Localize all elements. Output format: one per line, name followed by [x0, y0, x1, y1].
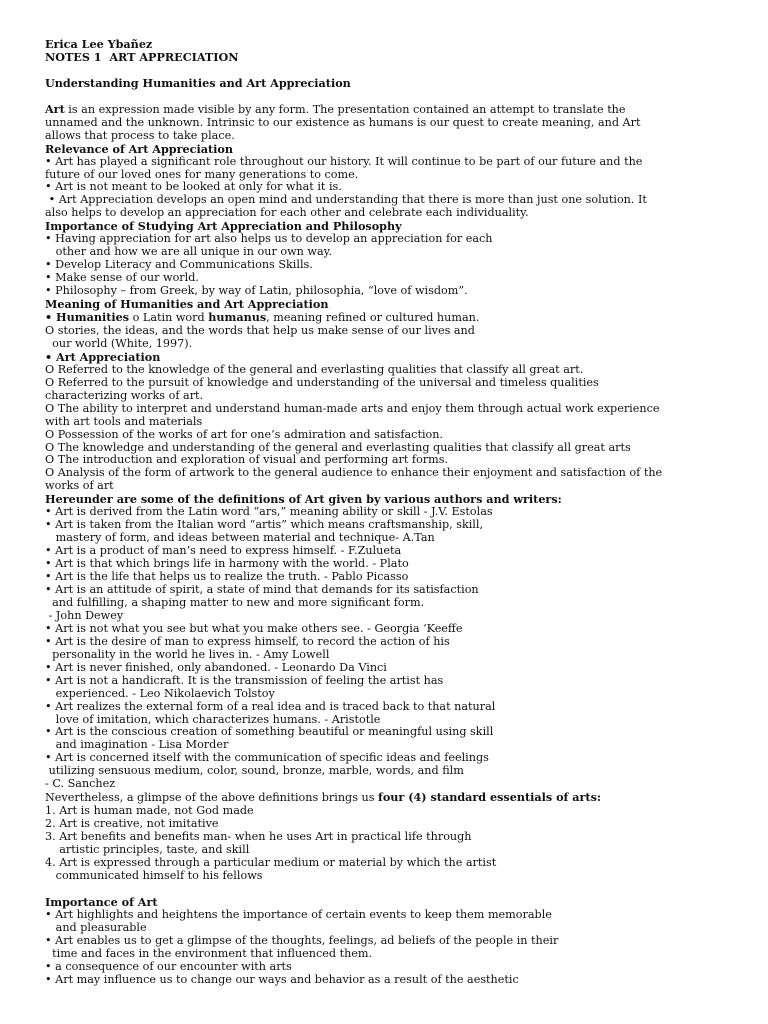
text-line: • Art is that which brings life in harmony with the world. - Plato	[45, 557, 409, 571]
text-line: our world (White, 1997).	[45, 336, 193, 350]
text-line: O Referred to the pursuit of knowledge and understanding of the universal and timeless qualities	[45, 375, 599, 389]
bold-text: four (4) standard essentials of arts:	[378, 790, 601, 805]
text-line: - John Dewey	[45, 608, 124, 622]
text-line: • Art is never finished, only abandoned. - Leonardo Da Vinci	[45, 660, 387, 674]
text-line: utilizing sensuous medium, color, sound, bronze, marble, words, and film	[45, 764, 464, 778]
heading-line: Importance of Art	[45, 894, 158, 909]
inline-text: o Latin word	[129, 310, 209, 324]
text-line: • a consequence of our encounter with arts	[45, 959, 292, 973]
text-line: • Make sense of our world.	[45, 271, 199, 285]
text-line: O stories, the ideas, and the words that help us make sense of our lives and	[45, 323, 475, 337]
inline-text: is an expression made visible by any form. The presentation contained an attempt to translate the	[64, 102, 626, 116]
text-line: • Art is not meant to be looked at only for what it is.	[45, 180, 342, 194]
text-line: O Referred to the knowledge of the general and everlasting qualities that classify all great art.	[45, 362, 584, 376]
text-line: O Analysis of the form of artwork to the general audience to enhance their enjoyment and satisfaction of the	[45, 466, 663, 480]
text-line: • Art realizes the external form of a real idea and is traced back to that natural	[45, 699, 496, 713]
text-line: • Art is the life that helps us to realize the truth. - Pablo Picasso	[45, 570, 409, 584]
text-line: unnamed and the unknown. Intrinsic to our existence as humans is our quest to create meaning, and Art	[45, 115, 641, 129]
text-line: and imagination - Lisa Morder	[45, 738, 229, 752]
text-line: • Art is taken from the Italian word “artis” which means craftsmanship, skill,	[45, 518, 484, 532]
text-line: • Art highlights and heightens the importance of certain events to keep them memorable	[45, 907, 552, 921]
text-line: • Art has played a significant role throughout our history. It will continue to be part of our future and the	[45, 154, 643, 168]
text-line: other and how we are all unique in our own way.	[45, 245, 333, 259]
text-line: • Art is not what you see but what you make others see. - Georgia ‘Keeffe	[45, 621, 463, 635]
text-line: • Having appreciation for art also helps us to develop an appreciation for each	[45, 232, 493, 246]
text-line: • Art may influence us to change our ways and behavior as a result of the aesthetic	[45, 972, 519, 986]
heading-line: Relevance of Art Appreciation	[45, 141, 233, 156]
bold-text: • Humanities	[45, 309, 130, 324]
text-line: O The knowledge and understanding of the general and everlasting qualities that classify all great arts	[45, 440, 631, 454]
heading-line: Erica Lee Ybañez	[45, 37, 153, 51]
blank-line	[45, 90, 716, 103]
text-line: 1. Art is human made, not God made	[45, 804, 254, 818]
text-line: communicated himself to his fellows	[45, 868, 263, 882]
text-line: time and faces in the environment that influenced them.	[45, 946, 373, 960]
text-line: • Art is not a handicraft. It is the transmission of feeling the artist has	[45, 673, 444, 687]
text-line: • Art is the desire of man to express himself, to record the action of his	[45, 634, 450, 648]
document-body	[45, 38, 716, 987]
text-line: • Art enables us to get a glimpse of the thoughts, feelings, ad beliefs of the people in their	[45, 933, 559, 947]
text-line: mastery of form, and ideas between material and technique- A.Tan	[45, 531, 435, 545]
text-line: • Art is an attitude of spirit, a state of mind that demands for its satisfaction	[45, 583, 479, 596]
heading-line: NOTES 1 ART APPRECIATION	[45, 49, 239, 64]
blank-line	[45, 883, 716, 896]
text-line: artistic principles, taste, and skill	[45, 843, 250, 857]
text-line: • Art is derived from the Latin word “ars,” meaning ability or skill - J.V. Estolas	[45, 505, 493, 519]
text-line: works of art	[45, 479, 114, 493]
text-line: experienced. - Leo Nikolaevich Tolstoy	[45, 686, 275, 700]
inline-text: Nevertheless, a glimpse of the above definitions brings us	[45, 791, 379, 805]
text-line: personality in the world he lives in. - Amy Lowell	[45, 647, 330, 661]
heading-line: Meaning of Humanities and Art Appreciation	[45, 297, 329, 312]
heading-line: Understanding Humanities and Art Appreciation	[45, 75, 351, 90]
text-line: • Develop Literacy and Communications Skills.	[45, 258, 313, 272]
text-line	[45, 311, 716, 325]
text-line: • Art Appreciation develops an open mind and understanding that there is more than just one solution. It	[45, 193, 647, 207]
text-line: love of imitation, which characterizes humans. - Aristotle	[45, 712, 381, 726]
text-line: • Philosophy – from Greek, by way of Latin, philosophia, “love of wisdom”.	[45, 284, 468, 298]
heading-line: Importance of Studying Art Appreciation and Philosophy	[45, 219, 402, 234]
heading-line: Hereunder are some of the definitions of Art given by various authors and writers:	[45, 492, 562, 507]
text-line: future of our loved ones for many generations to come.	[45, 167, 359, 181]
text-line: allows that process to take place.	[45, 128, 235, 142]
text-line: • Art is a product of man’s need to express himself. - F.Zulueta	[45, 544, 402, 558]
text-line: • Art is concerned itself with the communication of specific ideas and feelings	[45, 751, 489, 765]
inline-text: , meaning refined or cultured human.	[266, 310, 480, 324]
text-line: with art tools and materials	[45, 414, 203, 428]
bold-text: Art	[45, 101, 65, 116]
blank-line	[45, 64, 716, 77]
text-line	[45, 791, 716, 805]
text-line: • Art is the conscious creation of something beautiful or meaningful using skill	[45, 725, 494, 739]
text-line	[45, 103, 716, 117]
text-line: and fulfilling, a shaping matter to new and more significant form.	[45, 595, 425, 609]
text-line: O The introduction and exploration of visual and performing art forms.	[45, 453, 449, 467]
text-line: characterizing works of art.	[45, 388, 204, 402]
text-line: and pleasurable	[45, 920, 147, 934]
text-line: O Possession of the works of art for one’s admiration and satisfaction.	[45, 427, 444, 441]
heading-line: • Art Appreciation	[45, 349, 161, 364]
text-line: - C. Sanchez	[45, 777, 116, 791]
text-line: 3. Art benefits and benefits man- when he uses Art in practical life through	[45, 830, 472, 844]
bold-text: humanus	[208, 309, 267, 324]
text-line: 2. Art is creative, not imitative	[45, 817, 219, 831]
text-line: O The ability to interpret and understand human-made arts and enjoy them through actual work experience	[45, 401, 660, 415]
text-line: also helps to develop an appreciation for each other and celebrate each individuality.	[45, 206, 529, 220]
text-line: 4. Art is expressed through a particular medium or material by which the artist	[45, 856, 497, 870]
